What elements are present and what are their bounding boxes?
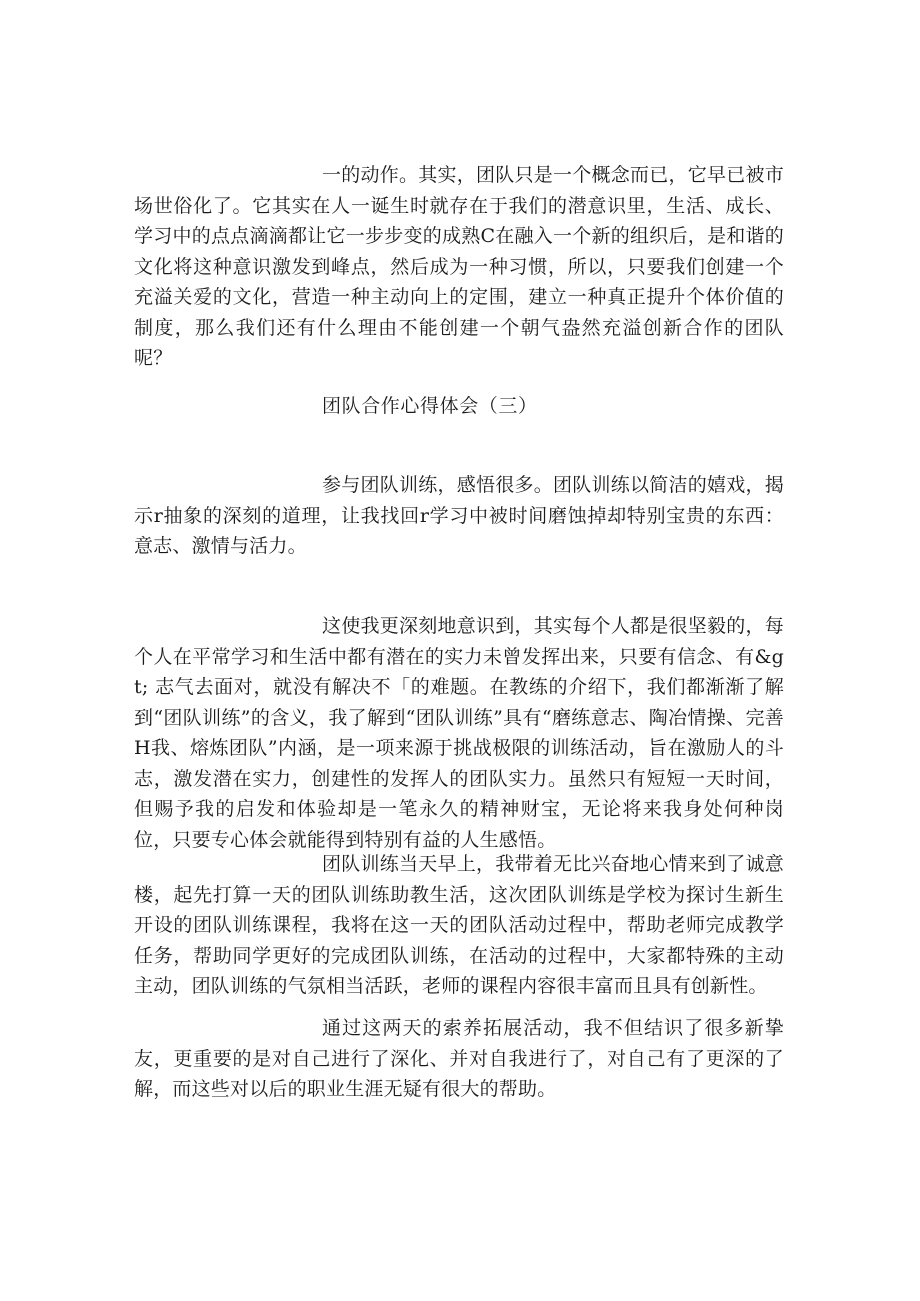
paragraph-team-culture: 一的动作。其实，团队只是一个概念而已，它早已被市场世俗化了。它其实在人一诞生时就存在于我们的潜意识里，生活、成长、学习中的点点滴滴都让它一步步变的成熟C在融入一个新的组织后，是和谐的文化将这种意识激发到峰点，然后成为一种习惯，所以，只要我们创建一个充溢关爱的文化，营造一种主动向上的定围，建立一种真正提升个体价值的制度，那么我们还有什么理由不能创建一个朝气盎然充溢创新合作的团队呢？ bbox=[134, 164, 784, 369]
paragraph-training-insight: 参与团队训练，感悟很多。团队训练以简洁的嬉戏，揭示r抽象的深刻的道理，让我找回r学习中被时间磨蚀掉却特别宝贵的东西：意志、激情与活力。 bbox=[134, 474, 784, 557]
paragraph-conclusion: 通过这两天的索养拓展活动，我不但结识了很多新挚友，更重要的是对自己进行了深化、并对自我进行了，对自己有了更深的了解，而这些对以后的职业生涯无疑有很大的帮助。 bbox=[134, 1017, 784, 1100]
section-heading: 团队合作心得体会（三） bbox=[322, 395, 538, 417]
paragraph-deeper-awareness: 这使我更深刻地意识到，其实每个人都是很坚毅的，每个人在平常学习和生活中都有潜在的实力未曾发挥出来，只要有信念、有&gt; 志气去面对，就没有解决不「的难题。在教练的介绍下，我们都渐渐了解到“团队训练”的含义，我了解到“团队训练”具有“磨练意志、陶冶情操、完善H我、熔炼团队”内涵，是一项来源于挑战极限的训练活动，旨在激励人的斗志，激发潜在实力，创建性的发挥人的团队实力。虽然只有短短一天时间，但赐予我的启发和体验却是一笔永久的精神财宝，无论将来我身处何种岗位，只要专心体会就能得到特别有益的人生感悟。 bbox=[134, 615, 784, 851]
paragraph-training-day: 团队训练当天早上，我带着无比兴奋地心情来到了诚意楼，起先打算一天的团队训练助教生活，这次团队训练是学校为探讨生新生开设的团队训练课程，我将在这一天的团队活动过程中，帮助老师完成教学任务，帮助同学更好的完成团队训练，在活动的过程中，大家都特殊的主动主动，团队训练的气氛相当活跃，老师的课程内容很丰富而且具有创新性。 bbox=[134, 853, 784, 997]
